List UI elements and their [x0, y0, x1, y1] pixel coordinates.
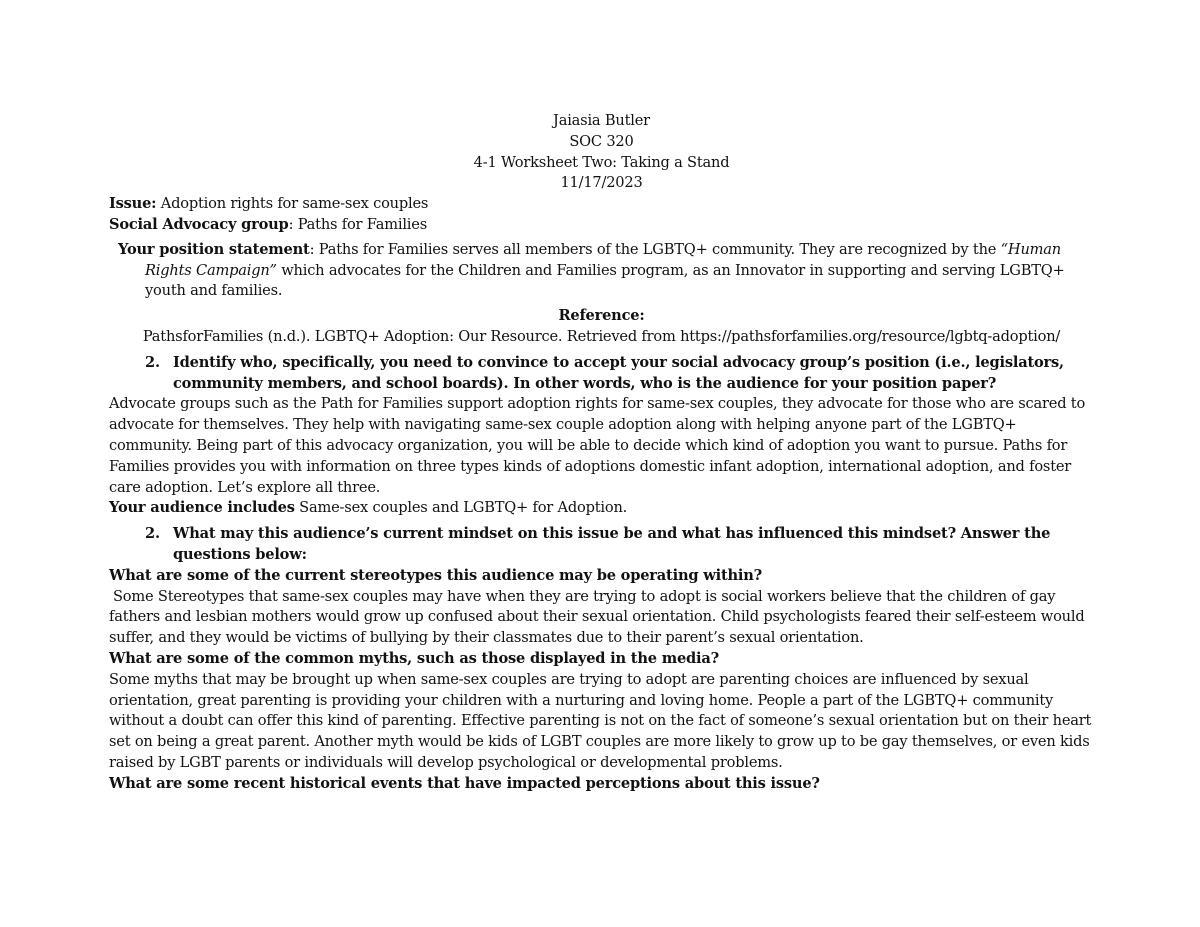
document-date: 11/17/2023 — [560, 174, 643, 192]
reference-heading: Reference: — [558, 307, 645, 325]
issue-value: Adoption rights for same-sex couples — [156, 195, 429, 213]
issue-label: Issue: — [109, 195, 157, 213]
stereotypes-answer: Some Stereotypes that same-sex couples may have when they are trying to adopt is social workers believe that the children of gay fathers and lesbian mothers would grow up confused about their sexual orientation. Child psychologists feared their self-esteem would suffer, and they would be victims of bullying by their classmates due to their parent’s sexual orientation. — [109, 587, 1085, 647]
issue-line — [109, 194, 1094, 215]
position-statement — [109, 240, 1094, 302]
question-number: 2. — [145, 353, 160, 371]
author-name: Jaiasia Butler — [553, 112, 650, 129]
question-mindset — [109, 524, 1094, 566]
question-text: Identify who, specifically, you need to convince to accept your social advocacy group’s position (i.e., legislators, community members, and school boards). In other words, who is the audience for your position paper? — [173, 353, 1064, 392]
question-number: 2. — [145, 525, 160, 543]
group-value: : Paths for Families — [288, 215, 427, 233]
reference-citation: PathsforFamilies (n.d.). LGBTQ+ Adoption: Our Resource. Retrieved from https://pathsforfamilies.org/resource/lgbtq-adoption/ — [142, 327, 1061, 345]
question-text: What may this audience’s current mindset on this issue be and what has influenced this mindset? Answer the questions below: — [173, 525, 1051, 563]
myths-heading: What are some of the common myths, such as those displayed in the media? — [109, 649, 720, 667]
position-text-after: which advocates for the Children and Families program, as an Innovator in supporting and serving LGBTQ+ youth and families. — [145, 261, 1065, 300]
course-code: SOC 320 — [569, 132, 634, 150]
position-label: Your position statement — [118, 240, 310, 258]
audience-line — [109, 498, 1094, 519]
historical-events-heading: What are some recent historical events that have impacted perceptions about this issue? — [109, 774, 820, 792]
myths-answer: Some myths that may be brought up when same-sex couples are trying to adopt are parenting choices are influenced by sexual orientation, great parenting is providing your children with a nurturing and loving home. People a part of the LGBTQ+ community without a doubt can offer this kind of parenting. Effective parenting is not on the fact of someone’s sexual orientation but on their heart set on being a great parent. Another myth would be kids of LGBT couples are more likely to grow up to be gay themselves, or even kids raised by LGBT parents or individuals will develop psychological or developmental problems. — [109, 670, 1092, 771]
audience-value: Same-sex couples and LGBTQ+ for Adoption. — [294, 499, 628, 517]
audience-answer: Advocate groups such as the Path for Families support adoption rights for same-sex couples, they advocate for those who are scared to advocate for themselves. They help with navigating same-sex couple adoption along with helping anyone part of the LGBTQ+ community. Being part of this advocacy organization, you will be able to decide which kind of adoption you want to pursue. Paths for Families provides you with information on three types kinds of adoptions domestic infant adoption, international adoption, and foster care adoption. Let’s explore all three. — [109, 395, 1086, 496]
position-italic: “Human Rights Campaign” — [145, 240, 1061, 279]
group-label: Social Advocacy group — [109, 215, 289, 233]
audience-label: Your audience includes — [109, 499, 295, 517]
question-audience — [109, 353, 1094, 395]
document-header — [109, 111, 1094, 194]
position-text-before: : Paths for Families serves all members of the LGBTQ+ community. They are recognized by the — [309, 240, 1001, 258]
group-line — [109, 215, 1094, 236]
stereotypes-heading: What are some of the current stereotypes this audience may be operating within? — [109, 566, 762, 584]
assignment-title: 4-1 Worksheet Two: Taking a Stand — [473, 153, 730, 171]
document-body — [109, 111, 1094, 795]
